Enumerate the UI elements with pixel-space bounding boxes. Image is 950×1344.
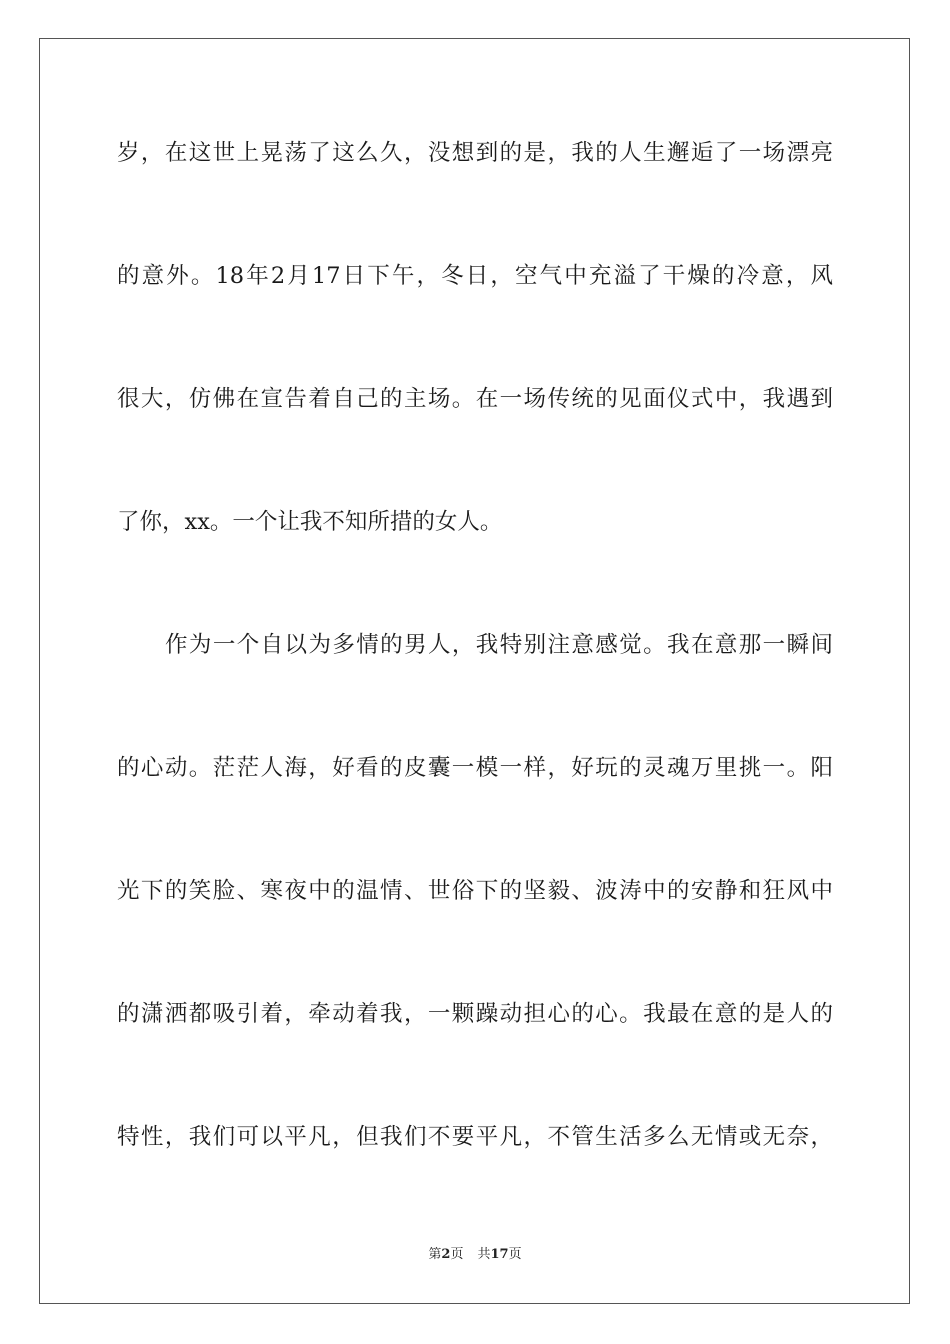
text-line: 的潇洒都吸引着，牵动着我，一颗躁动担心的心。我最在意的是人的 bbox=[117, 1001, 833, 1027]
text-line: 光下的笑脸、寒夜中的温情、世俗下的坚毅、波涛中的安静和狂风中 bbox=[117, 878, 833, 904]
page-border bbox=[39, 38, 910, 1304]
text-line: 了你，xx。一个让我不知所措的女人。 bbox=[117, 509, 503, 535]
text-line: 的心动。茫茫人海，好看的皮囊一模一样，好玩的灵魂万里挑一。阳 bbox=[117, 755, 833, 781]
text-line: 的意外。18年2月17日下午，冬日，空气中充溢了干燥的冷意，风 bbox=[117, 263, 833, 289]
total-unit: 页 bbox=[508, 1247, 522, 1262]
page-number-current: 2 bbox=[441, 1247, 451, 1262]
page-number-total: 17 bbox=[490, 1247, 509, 1262]
text-line: 岁，在这世上晃荡了这么久，没想到的是，我的人生邂逅了一场漂亮 bbox=[117, 140, 833, 166]
page-unit: 页 bbox=[450, 1247, 464, 1262]
page-prefix: 第 bbox=[428, 1247, 442, 1262]
text-line: 特性，我们可以平凡，但我们不要平凡，不管生活多么无情或无奈， bbox=[117, 1124, 833, 1150]
page-footer bbox=[0, 1246, 950, 1264]
text-line-indented: 作为一个自以为多情的男人，我特别注意感觉。我在意那一瞬间 bbox=[165, 632, 833, 658]
text-line: 很大，仿佛在宣告着自己的主场。在一场传统的见面仪式中，我遇到 bbox=[117, 386, 833, 412]
total-prefix: 共 bbox=[477, 1247, 491, 1262]
